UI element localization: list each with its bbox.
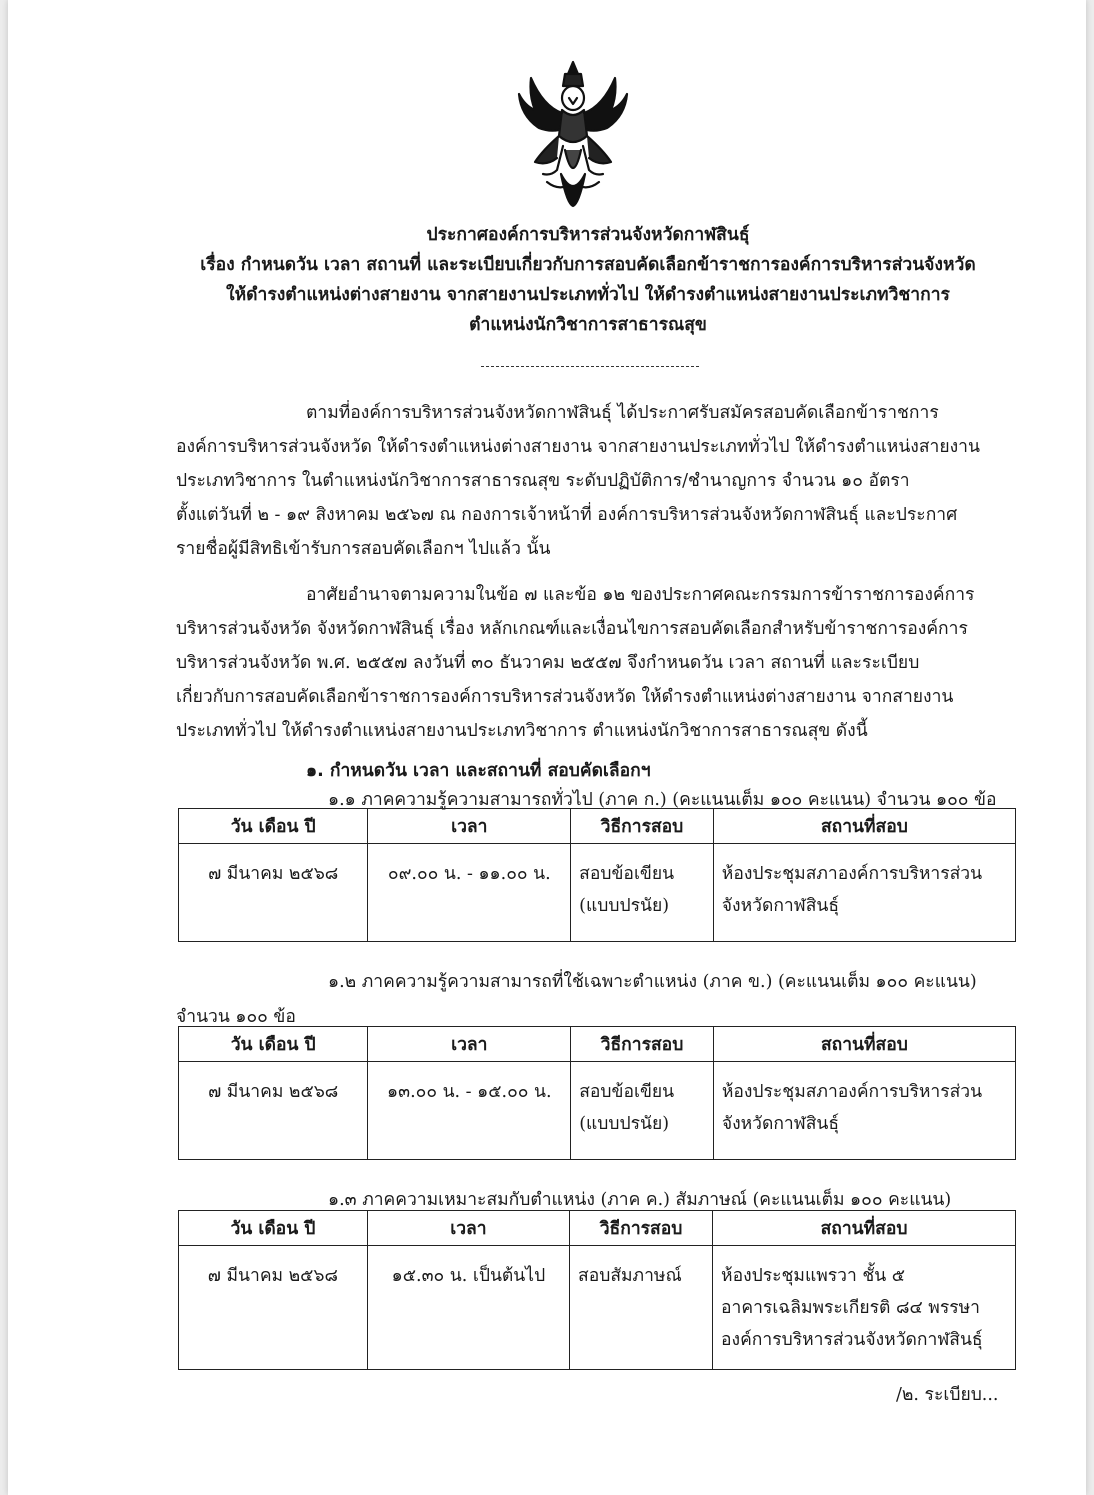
cell-time: ๑๓.๐๐ น. - ๑๕.๐๐ น. (368, 1062, 571, 1160)
place-line: ห้องประชุมสภาองค์การบริหารส่วน (721, 864, 983, 884)
header-date: วัน เดือน ปี (179, 1027, 368, 1062)
title-line-1: ประกาศองค์การบริหารส่วนจังหวัดกาฬสินธุ์ (426, 225, 750, 245)
cell-date: ๗ มีนาคม ๒๕๖๘ (179, 1062, 368, 1160)
method-line: สอบสัมภาษณ์ (578, 1266, 682, 1286)
cell-place (713, 1062, 1015, 1160)
cell-date: ๗ มีนาคม ๒๕๖๘ (179, 844, 368, 942)
method-line: สอบข้อเขียน (579, 1082, 675, 1102)
garuda-emblem-icon (513, 58, 633, 208)
place-line: ห้องประชุมแพรวา ชั้น ๕ (721, 1266, 906, 1286)
table-header-row (179, 1211, 1016, 1246)
paragraph-line: ตามที่องค์การบริหารส่วนจังหวัดกาฬสินธุ์ ได้ประกาศรับสมัครสอบคัดเลือกข้าราชการ (306, 403, 939, 423)
title-line-2: เรื่อง กำหนดวัน เวลา สถานที่ และระเบียบเกี่ยวกับการสอบคัดเลือกข้าราชการองค์การบริหารส่วนจังหวัด (200, 255, 976, 275)
cell-method (571, 1062, 714, 1160)
paragraph-1 (176, 396, 1016, 566)
paragraph-line: ประเภททั่วไป ให้ดำรงตำแหน่งสายงานประเภทวิชาการ ตำแหน่งนักวิชาการสาธารณสุข ดังนี้ (176, 721, 868, 741)
sub-1-2-caption-cont: จำนวน ๑๐๐ ข้อ (176, 1007, 296, 1027)
paragraph-2 (176, 578, 1016, 748)
title-divider (481, 366, 699, 367)
exam-table-3 (178, 1210, 1016, 1370)
paragraph-line: บริหารส่วนจังหวัด พ.ศ. ๒๕๕๗ ลงวันที่ ๓๐ ธันวาคม ๒๕๕๗ จึงกำหนดวัน เวลา สถานที่ และระเบียบ (176, 653, 920, 673)
header-time: เวลา (368, 1027, 571, 1062)
sub-1-3-caption: ๑.๓ ภาคความเหมาะสมกับตำแหน่ง (ภาค ค.) สัมภาษณ์ (คะแนนเต็ม ๑๐๐ คะแนน) (328, 1190, 952, 1210)
sub-1-1-caption: ๑.๑ ภาคความรู้ความสามารถทั่วไป (ภาค ก.) (คะแนนเต็ม ๑๐๐ คะแนน) จำนวน ๑๐๐ ข้อ (328, 790, 997, 810)
exam-table-1 (178, 808, 1016, 942)
cell-time: ๑๕.๓๐ น. เป็นต้นไป (367, 1246, 569, 1370)
title-line-4: ตำแหน่งนักวิชาการสาธารณสุข (469, 315, 707, 335)
header-method: วิธีการสอบ (571, 809, 714, 844)
sub-1-2-caption: ๑.๒ ภาคความรู้ความสามารถที่ใช้เฉพาะตำแหน่ง (ภาค ข.) (คะแนนเต็ม ๑๐๐ คะแนน) (328, 972, 977, 992)
header-place: สถานที่สอบ (713, 809, 1015, 844)
table-row (179, 1246, 1016, 1370)
method-line: (แบบปรนัย) (579, 1114, 670, 1134)
header-date: วัน เดือน ปี (179, 1211, 368, 1246)
table-row (179, 1062, 1016, 1160)
cell-method (571, 844, 714, 942)
document-page (8, 0, 1086, 1495)
title-line-3: ให้ดำรงตำแหน่งต่างสายงาน จากสายงานประเภททั่วไป ให้ดำรงตำแหน่งสายงานประเภทวิชาการ (226, 285, 950, 305)
method-line: สอบข้อเขียน (579, 864, 675, 884)
place-line: จังหวัดกาฬสินธุ์ (721, 1114, 840, 1134)
header-method: วิธีการสอบ (571, 1027, 714, 1062)
header-place: สถานที่สอบ (713, 1211, 1016, 1246)
cell-place (713, 844, 1015, 942)
header-time: เวลา (368, 809, 571, 844)
paragraph-line: เกี่ยวกับการสอบคัดเลือกข้าราชการองค์การบริหารส่วนจังหวัด ให้ดำรงตำแหน่งต่างสายงาน จากสายงาน (176, 687, 954, 707)
paragraph-line: บริหารส่วนจังหวัด จังหวัดกาฬสินธุ์ เรื่อง หลักเกณฑ์และเงื่อนไขการสอบคัดเลือกสำหรับข้าราชการองค์การ (176, 619, 968, 639)
paragraph-line: รายชื่อผู้มีสิทธิเข้ารับการสอบคัดเลือกฯ ไปแล้ว นั้น (176, 539, 551, 559)
place-line: อาคารเฉลิมพระเกียรติ ๘๔ พรรษา (721, 1298, 980, 1318)
header-date: วัน เดือน ปี (179, 809, 368, 844)
paragraph-line: อาศัยอำนาจตามความในข้อ ๗ และข้อ ๑๒ ของประกาศคณะกรรมการข้าราชการองค์การ (306, 585, 975, 605)
announcement-title (88, 220, 1088, 340)
cell-place (713, 1246, 1016, 1370)
table-header-row (179, 1027, 1016, 1062)
paragraph-line: ประเภทวิชาการ ในตำแหน่งนักวิชาการสาธารณสุข ระดับปฏิบัติการ/ชำนาญการ จำนวน ๑๐ อัตรา (176, 471, 910, 491)
place-line: จังหวัดกาฬสินธุ์ (721, 896, 840, 916)
method-line: (แบบปรนัย) (579, 896, 670, 916)
cell-method (570, 1246, 713, 1370)
place-line: องค์การบริหารส่วนจังหวัดกาฬสินธุ์ (721, 1330, 983, 1350)
paragraph-line: องค์การบริหารส่วนจังหวัด ให้ดำรงตำแหน่งต่างสายงาน จากสายงานประเภททั่วไป ให้ดำรงตำแหน่งสายงาน (176, 437, 980, 457)
cell-date: ๗ มีนาคม ๒๕๖๘ (179, 1246, 368, 1370)
paragraph-line: ตั้งแต่วันที่ ๒ - ๑๙ สิงหาคม ๒๕๖๗ ณ กองการเจ้าหน้าที่ องค์การบริหารส่วนจังหวัดกาฬสินธุ์ และประกาศ (176, 505, 958, 525)
header-method: วิธีการสอบ (570, 1211, 713, 1246)
exam-table-2 (178, 1026, 1016, 1160)
table-row (179, 844, 1016, 942)
header-time: เวลา (367, 1211, 569, 1246)
header-place: สถานที่สอบ (713, 1027, 1015, 1062)
page-continuation: /๒. ระเบียบ... (896, 1385, 999, 1405)
table-header-row (179, 809, 1016, 844)
cell-time: ๐๙.๐๐ น. - ๑๑.๐๐ น. (368, 844, 571, 942)
place-line: ห้องประชุมสภาองค์การบริหารส่วน (721, 1082, 983, 1102)
section-1-heading: ๑. กำหนดวัน เวลา และสถานที่ สอบคัดเลือกฯ (306, 761, 651, 781)
